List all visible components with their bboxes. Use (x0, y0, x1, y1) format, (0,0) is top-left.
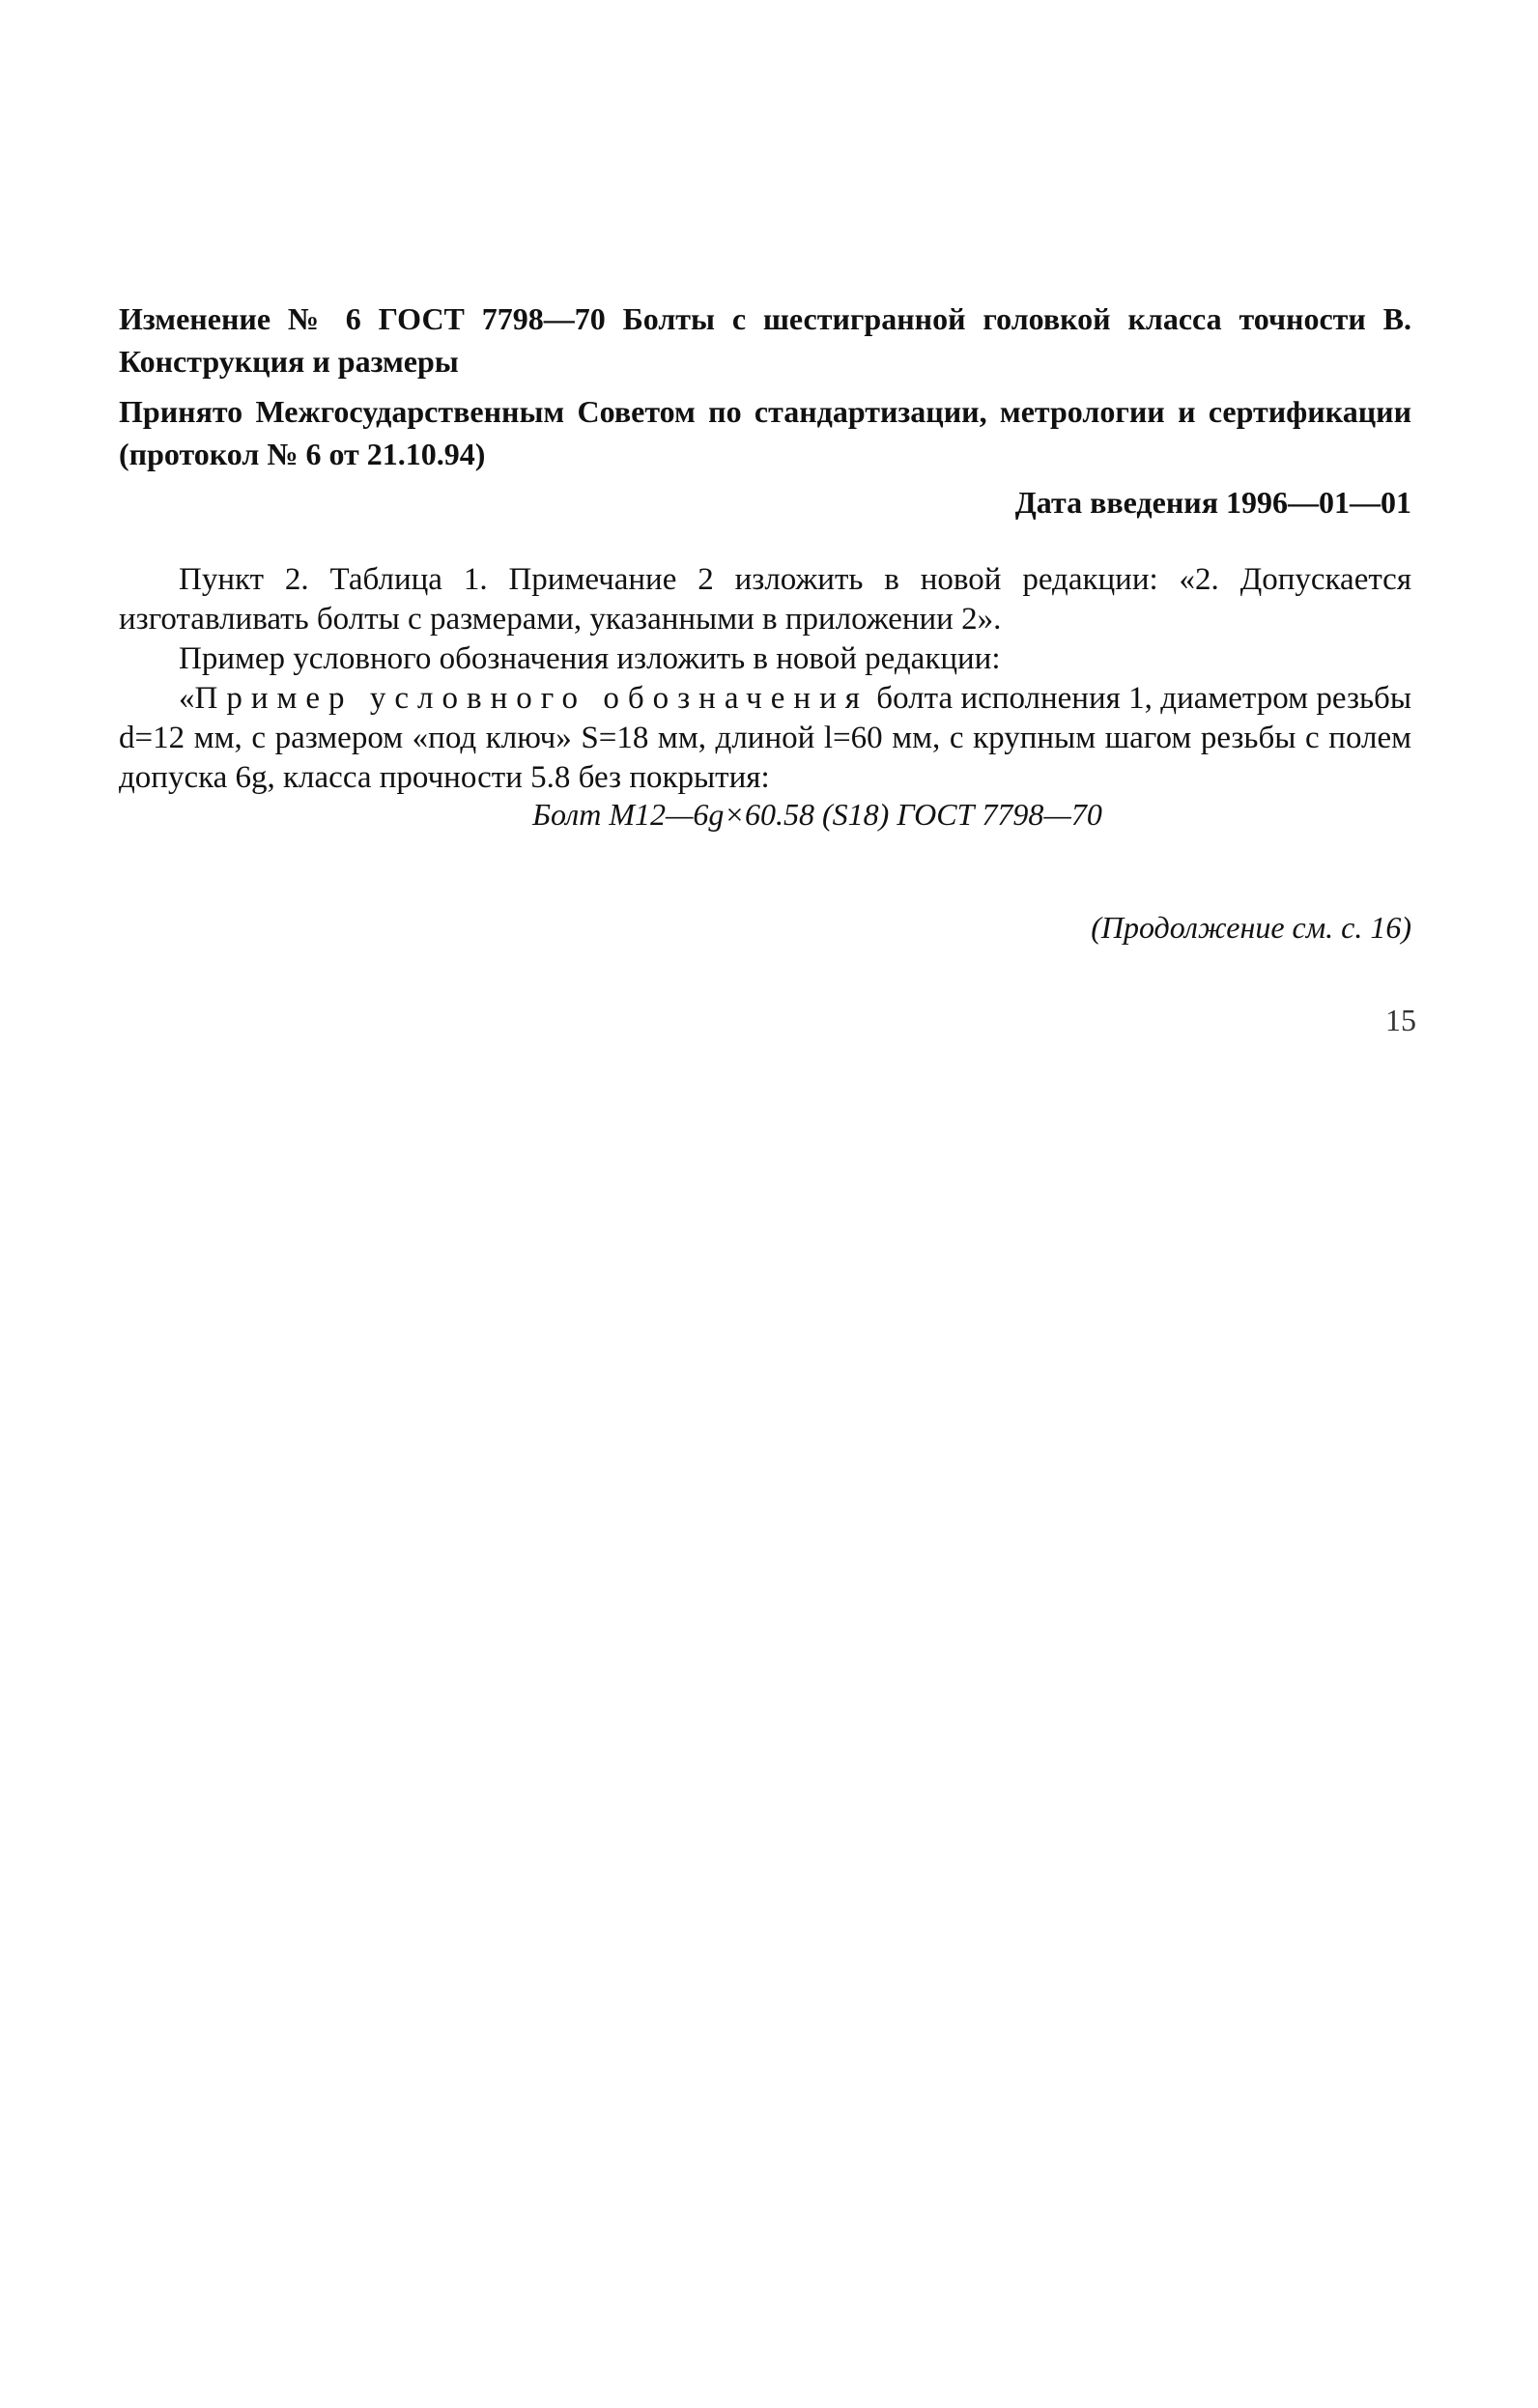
amendment-heading: Изменение № 6 ГОСТ 7798—70 Болты с шестигранной головкой класса точности В. Конструкция и размеры (119, 301, 1411, 379)
accepted-by-statement: Принято Межгосударственным Советом по стандартизации, метрологии и сертификации (протокол № 6 от 21.10.94) (119, 394, 1411, 471)
continued-note: (Продолжение см. с. 16) (1091, 910, 1411, 945)
example-description: болта исполнения 1, диаметром резьбы d=12 мм, с размером «под ключ» S=18 мм, длиной l=60 мм, с крупным шагом резьбы с полем допуска 6g, класса прочности 5.8 без покрытия: (119, 681, 1411, 795)
open-quote: « (179, 681, 195, 716)
bolt-designation: Болт М12—6g×60.58 (S18) ГОСТ 7798—70 (532, 797, 1102, 832)
paragraph-item-2: Пункт 2. Таблица 1. Примечание 2 изложить в новой редакции: «2. Допускается изготавливать болты с размерами, указанными в приложении 2». (119, 562, 1411, 637)
spaced-phrase: Пример условного обозначения (194, 681, 869, 716)
paragraph-example-text (119, 679, 1411, 798)
page-number: 15 (1385, 1003, 1416, 1037)
paragraph-example-intro: Пример условного обозначения изложить в новой редакции: (179, 641, 1001, 676)
introduction-date: Дата введения 1996—01—01 (1014, 485, 1411, 520)
